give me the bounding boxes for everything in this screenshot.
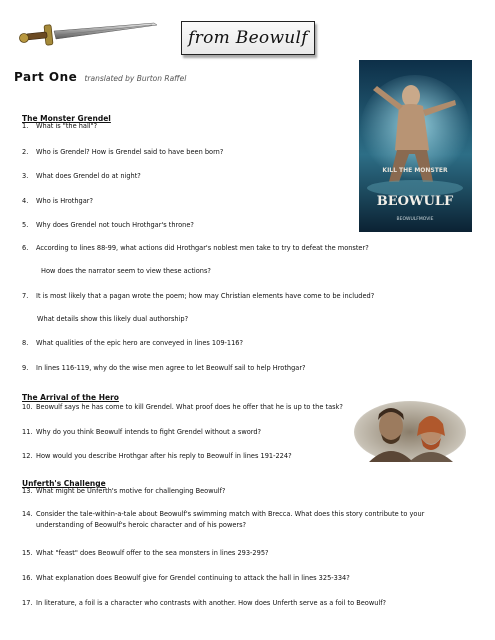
translator-credit: translated by Burton Raffel (84, 74, 187, 83)
question-4: 4. Who is Hrothgar? (22, 197, 93, 205)
poster-footer: BEOWULFMOVIE (396, 217, 434, 222)
question-15: 15. What "feast" does Beowulf offer to the sea monsters in lines 293-295? (22, 549, 269, 557)
part-label: Part One (14, 70, 78, 84)
question-1: 1. What is "the hall"? (22, 122, 98, 130)
question-5: 5. Why does Grendel not touch Hrothgar's throne? (22, 221, 194, 229)
warriors-image (353, 400, 467, 462)
question-12: 12. How would you describe Hrothgar after his reply to Beowulf in lines 191-224? (22, 452, 292, 460)
question-14: 14. Consider the tale-within-a-tale about Beowulf's swimming match with Brecca. What does this story contribute to your understanding of Beowulf's heroic character and of his powers? (22, 510, 425, 529)
sword-illustration (14, 22, 160, 48)
question-11: 11. Why do you think Beowulf intends to fight Grendel without a sword? (22, 428, 262, 436)
title-box (181, 21, 315, 55)
question-17: 17. In literature, a foil is a character who contrasts with another. How does Unferth serve as a foil to Beowulf? (22, 599, 387, 607)
question-9: 9. In lines 116-119, why do the wise men agree to let Beowulf sail to help Hrothgar? (22, 364, 306, 372)
poster-tagline: KILL THE MONSTER (382, 167, 448, 174)
question-7-followup: What details show this likely dual authorship? (37, 315, 189, 323)
beowulf-poster-image (359, 60, 472, 232)
question-3: 3. What does Grendel do at night? (22, 172, 141, 180)
question-7: 7. It is most likely that a pagan wrote the poem; how may Christian elements have come to be included? (22, 292, 375, 300)
section-heading-monster-grendel: The Monster Grendel (22, 114, 111, 123)
question-10: 10. Beowulf says he has come to kill Grendel. What proof does he offer that he is up to the task? (22, 403, 343, 411)
part-line (14, 70, 186, 84)
question-6: 6. According to lines 88-99, what actions did Hrothgar's noblest men take to try to defeat the monster? (22, 244, 369, 252)
page-title: from Beowulf (188, 28, 308, 48)
question-13: 13. What might be Unferth's motive for challenging Beowulf? (22, 487, 226, 495)
section-heading-arrival-of-hero: The Arrival of the Hero (22, 393, 119, 402)
question-2: 2. Who is Grendel? How is Grendel said to have been born? (22, 148, 224, 156)
question-16: 16. What explanation does Beowulf give for Grendel continuing to attack the hall in lines 325-334? (22, 574, 350, 582)
poster-credit: BEOWULF (376, 194, 454, 209)
section-heading-unferths-challenge: Unferth's Challenge (22, 479, 106, 488)
question-8: 8. What qualities of the epic hero are conveyed in lines 109-116? (22, 339, 243, 347)
question-6-followup: How does the narrator seem to view these actions? (41, 267, 211, 275)
